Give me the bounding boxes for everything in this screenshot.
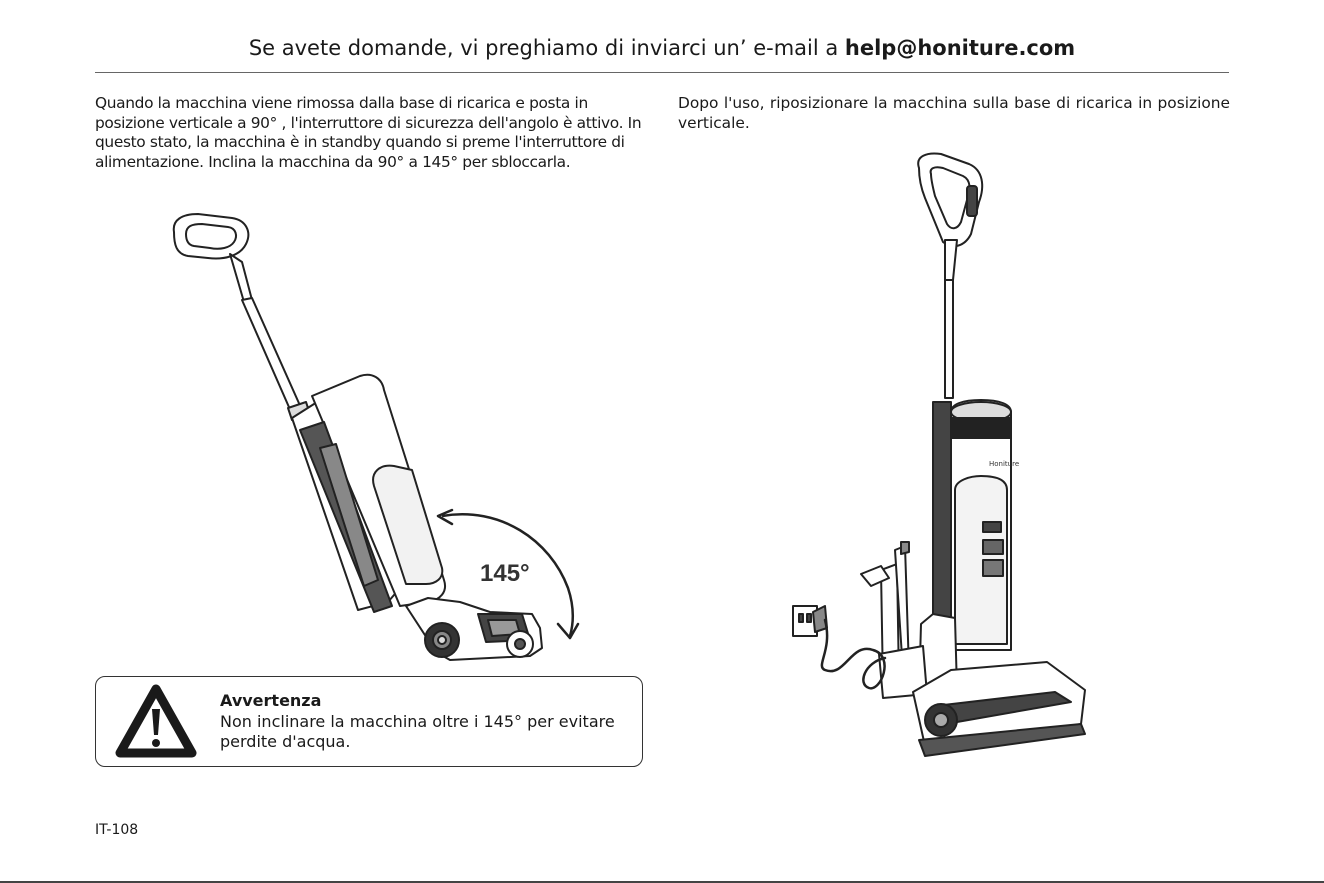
- page-number: IT-108: [95, 822, 139, 838]
- angle-label: 145°: [480, 560, 530, 587]
- vacuum-brand-mark: Honiture: [989, 460, 1020, 468]
- header-divider: [95, 72, 1229, 73]
- tilted-vacuum-illustration: [160, 210, 600, 670]
- warning-title: Avvertenza: [220, 691, 322, 710]
- left-paragraph: Quando la macchina viene rimossa dalla base di ricarica e posta in posizione verticale a 90° , l'interruttore di sicurezza dell'angolo è attivo. In questo stato, la macchina è in standby quando si preme l'interruttore di alimentazione. Inclina la macchina da 90° a 145° per sbloccarla.: [95, 94, 642, 171]
- warning-text: Non inclinare la macchina oltre i 145° per evitare perdite d'acqua.: [220, 712, 615, 751]
- header-text: Se avete domande, vi preghiamo di inviarci un’ e-mail a: [248, 36, 845, 60]
- page-header: [95, 34, 1229, 62]
- right-paragraph: Dopo l'uso, riposizionare la macchina sulla base di ricarica in posizione verticale.: [678, 94, 1230, 132]
- warning-triangle-icon: [114, 683, 198, 761]
- header-email[interactable]: help@honiture.com: [844, 36, 1076, 60]
- upright-vacuum-on-base-illustration: [785, 150, 1095, 762]
- warning-box: [95, 676, 643, 767]
